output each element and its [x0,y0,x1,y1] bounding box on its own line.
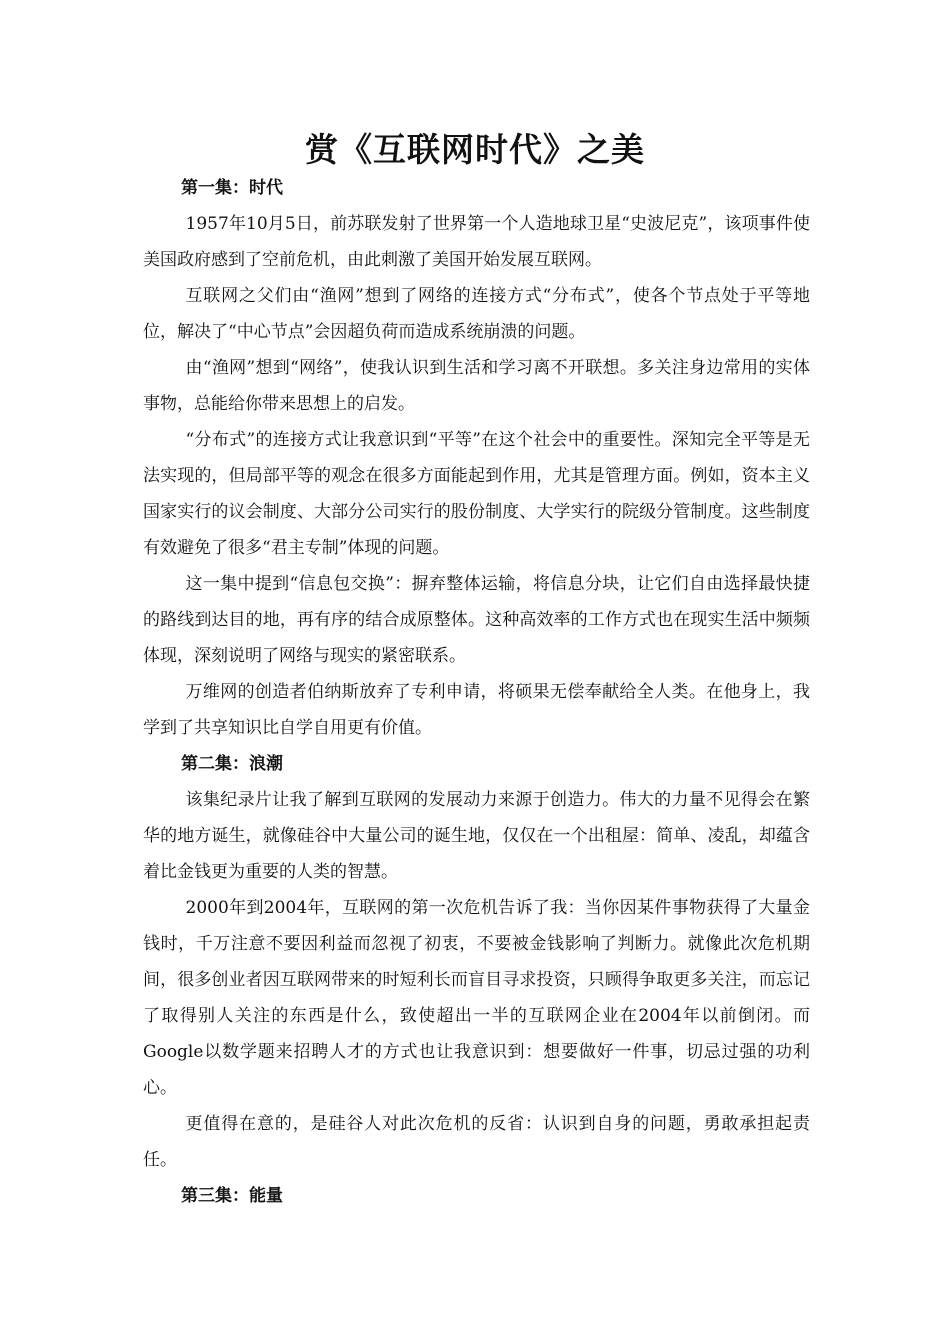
section-heading: 第二集：浪潮 [181,754,283,774]
paragraph: 万维网的创造者伯纳斯放弃了专利申请，将硕果无偿奉献给全人类。在他身上，我学到了共享知识比自学自用更有价值。 [143,682,810,738]
paragraph: “分布式”的连接方式让我意识到“平等”在这个社会中的重要性。深知完全平等是无法实现的，但局部平等的观念在很多方面能起到作用，尤其是管理方面。例如，资本主义国家实行的议会制度、大部分公司实行的股份制度、大学实行的院级分管制度。这些制度有效避免了很多“君主专制”体现的问题。 [143,430,810,558]
paragraph: 由“渔网”想到“网络”，使我认识到生活和学习离不开联想。多关注身边常用的实体事物，总能给你带来思想上的启发。 [143,358,810,414]
section-episode-3 [143,1178,810,1214]
document-title: 赏《互联网时代》之美 [305,130,645,169]
section-episode-2 [143,746,810,1178]
paragraph: 1957年10月5日，前苏联发射了世界第一个人造地球卫星“史波尼克”，该项事件使美国政府感到了空前危机，由此刺激了美国开始发展互联网。 [143,214,810,270]
document-body [143,170,810,1214]
section-heading: 第一集：时代 [181,178,283,198]
paragraph: 该集纪录片让我了解到互联网的发展动力来源于创造力。伟大的力量不见得会在繁华的地方诞生，就像硅谷中大量公司的诞生地，仅仅在一个出租屋：简单、凌乱，却蕴含着比金钱更为重要的人类的智慧。 [143,790,810,882]
paragraph: 更值得在意的，是硅谷人对此次危机的反省：认识到自身的问题，勇敢承担起责任。 [143,1114,810,1170]
paragraph: 2000年到2004年，互联网的第一次危机告诉了我：当你因某件事物获得了大量金钱时，千万注意不要因利益而忽视了初衷，不要被金钱影响了判断力。就像此次危机期间，很多创业者因互联网带来的时短利长而盲目寻求投资，只顾得争取更多关注，而忘记了取得别人关注的东西是什么，致使超出一半的互联网企业在2004年以前倒闭。而Google以数学题来招聘人才的方式也让我意识到：想要做好一件事，切忌过强的功利心。 [143,898,810,1098]
paragraph: 互联网之父们由“渔网”想到了网络的连接方式“分布式”，使各个节点处于平等地位，解决了“中心节点”会因超负荷而造成系统崩溃的问题。 [143,286,810,342]
section-heading: 第三集：能量 [181,1186,283,1206]
paragraph: 这一集中提到“信息包交换”：摒弃整体运输，将信息分块，让它们自由选择最快捷的路线到达目的地，再有序的结合成原整体。这种高效率的工作方式也在现实生活中频频体现，深刻说明了网络与现实的紧密联系。 [143,574,810,666]
section-episode-1 [143,170,810,746]
